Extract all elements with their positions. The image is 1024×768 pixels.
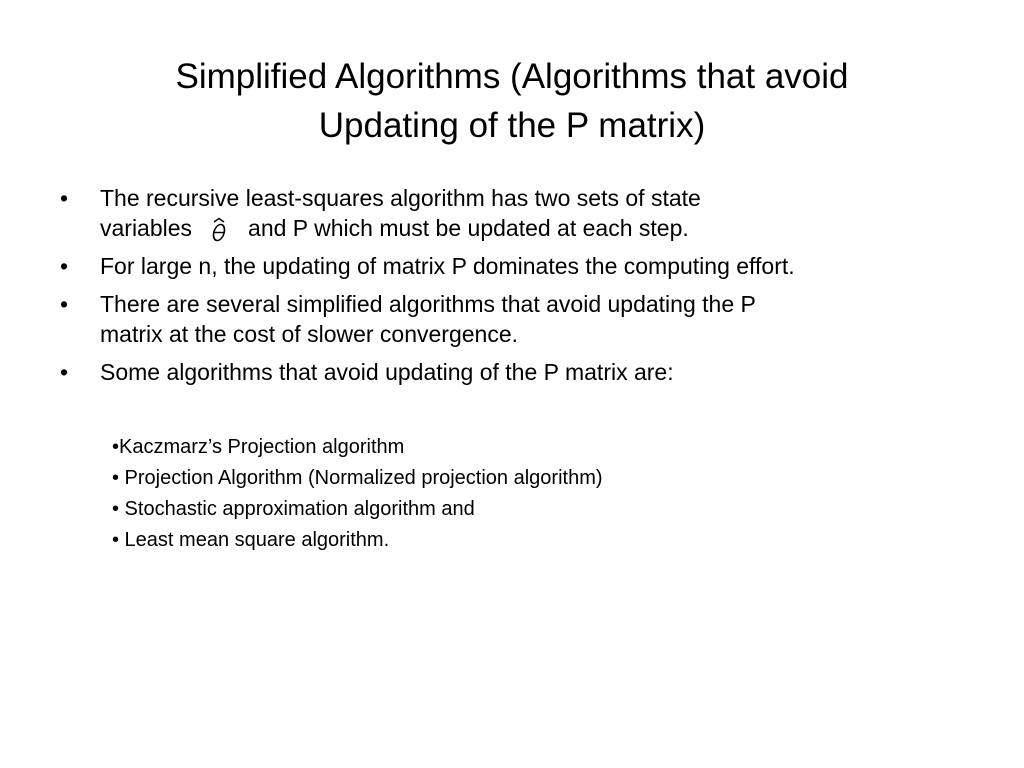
bullet-2-line-1: For large n, the updating of matrix P dominates the computing effort. <box>100 253 795 279</box>
bullet-item-4 <box>60 357 990 387</box>
bullet-item-1 <box>60 183 990 243</box>
slide-title-line-1: Simplified Algorithms (Algorithms that avoid <box>175 57 849 96</box>
slide-title <box>60 52 964 150</box>
bullet-marker: • <box>60 359 69 385</box>
bullet-marker: • <box>60 253 69 279</box>
theta-hat-icon <box>204 216 234 242</box>
slide-title-line-2: Updating of the P matrix) <box>318 106 706 145</box>
bullet-1-line-2 <box>100 213 990 243</box>
bullet-item-2 <box>60 251 990 281</box>
algorithm-item-stochastic: • Stochastic approximation algorithm and <box>112 498 475 520</box>
algorithm-item-projection: • Projection Algorithm (Normalized projection algorithm) <box>112 467 603 489</box>
bullet-item-3 <box>60 289 990 349</box>
bullet-marker: • <box>60 185 69 211</box>
bullet-1-line-1: The recursive least-squares algorithm has two sets of state <box>100 185 701 211</box>
algorithm-item-kaczmarz: •Kaczmarz’s Projection algorithm <box>112 436 405 458</box>
bullet-marker: • <box>60 291 69 317</box>
bullet-1-text-after-symbol: and P which must be updated at each step. <box>248 215 689 241</box>
bullet-3-line-1: There are several simplified algorithms that avoid updating the P <box>100 291 756 317</box>
algorithm-item-lms: • Least mean square algorithm. <box>112 529 390 551</box>
bullet-4-line-1: Some algorithms that avoid updating of the P matrix are: <box>100 359 674 385</box>
bullet-list <box>60 183 990 395</box>
algorithm-list <box>112 432 912 556</box>
bullet-3-line-2: matrix at the cost of slower convergence. <box>100 321 519 347</box>
bullet-1-text-before-symbol: variables <box>100 215 193 241</box>
